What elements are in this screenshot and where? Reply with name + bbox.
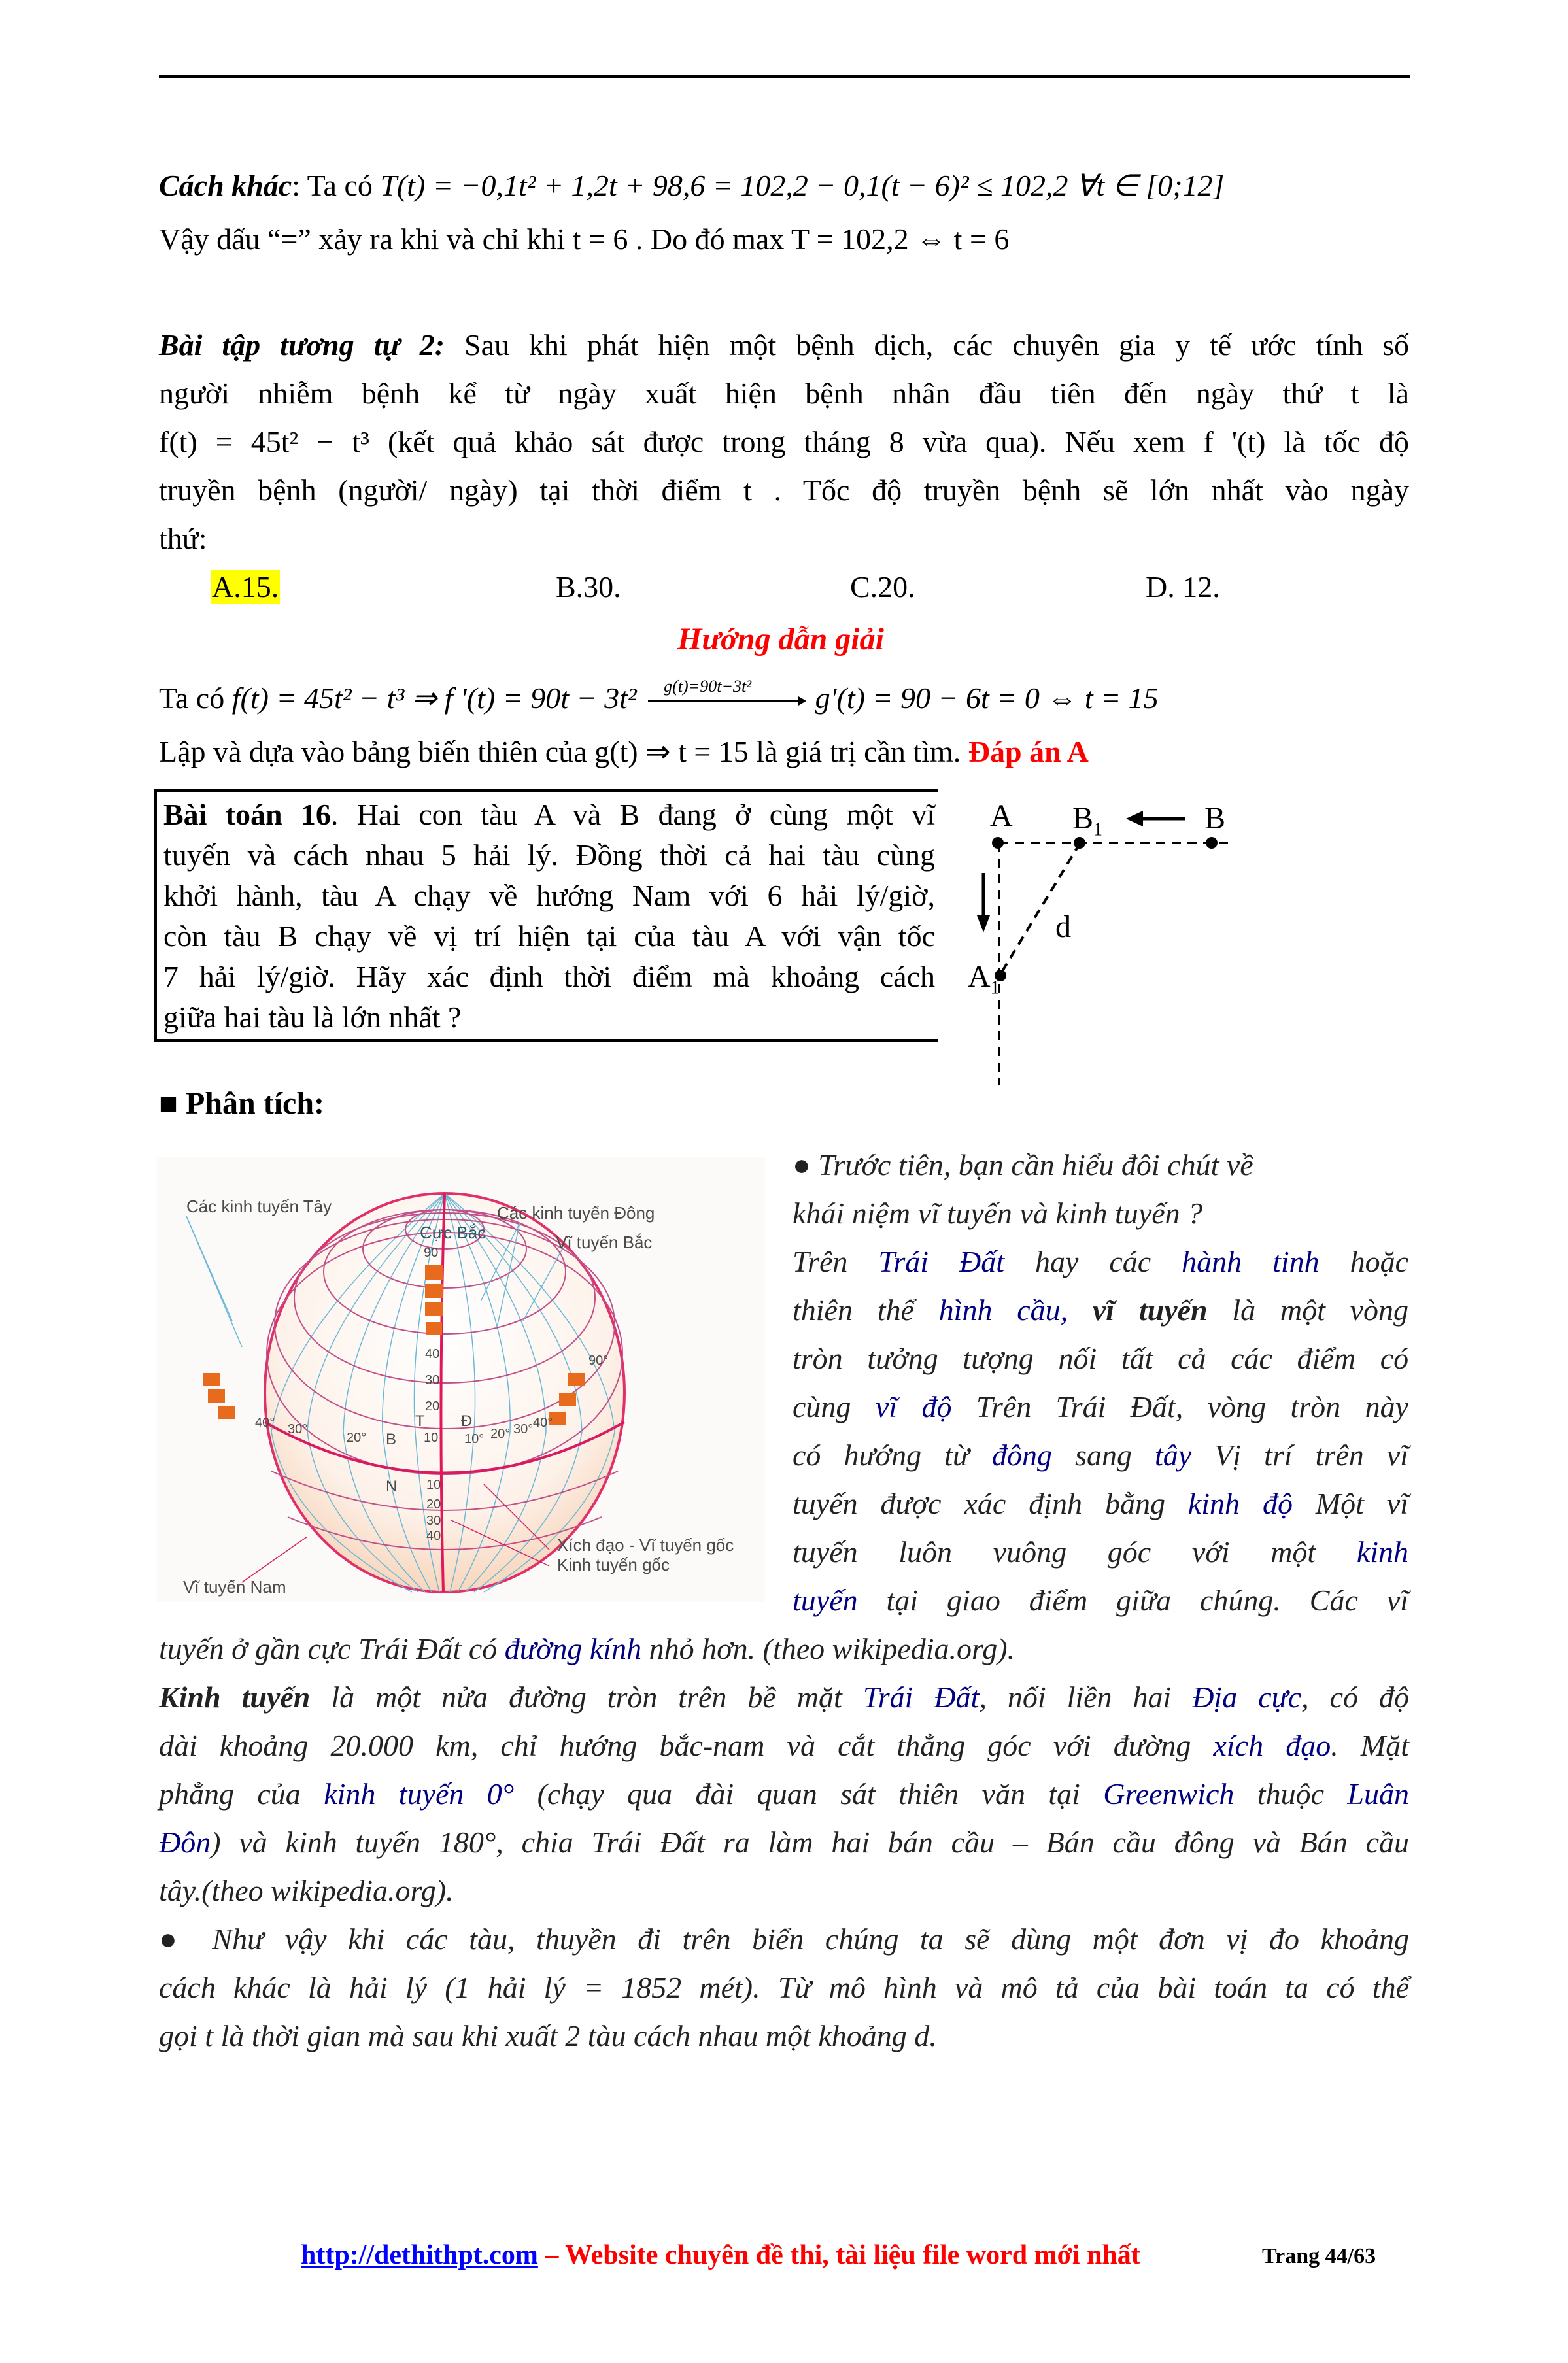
text-run: thuộc xyxy=(1234,1777,1348,1810)
arrow-down-icon xyxy=(977,873,990,932)
intro-line-1: ● Trước tiên, bạn cần hiểu đôi chút về xyxy=(793,1148,1253,1182)
text-line xyxy=(159,1964,1409,2012)
wiki-link[interactable]: kinh xyxy=(1187,1487,1240,1520)
text-line xyxy=(793,1383,1408,1431)
label-equator: Xích đạo - Vĩ tuyến gốc xyxy=(557,1535,734,1555)
lon-tick-west: 20° xyxy=(347,1431,367,1445)
text-run: giữa xyxy=(1116,1584,1171,1617)
text-run: Kinh tuyến xyxy=(159,1680,311,1714)
text-line xyxy=(159,1770,1409,1818)
text-line xyxy=(793,1480,1408,1528)
exercise2-line-3: f(t) = 45t² − t³ (kết quả khảo sát được trong tháng 8 vừa qua). Nếu xem f '(t) là tốc độ xyxy=(159,425,1409,458)
alt-method-conclusion: Vậy dấu “=” xảy ra khi và chỉ khi t = 6 . Do đó max T = 102,2 ⇔ t = 6 xyxy=(159,222,1010,256)
text-line xyxy=(159,1625,1409,1673)
text-line xyxy=(793,1334,1408,1383)
wiki-link[interactable]: tây xyxy=(1155,1438,1192,1472)
alt-method-formula: T(t) = −0,1t² + 1,2t + 98,6 = 102,2 − 0,1(t − 6)² ≤ 102,2 ∀t ∈ [0;12] xyxy=(380,169,1225,202)
text-run: phẳng của xyxy=(159,1777,324,1810)
option-c: C.20. xyxy=(850,570,915,604)
lat-tick: 20 xyxy=(426,1497,441,1512)
wiki-link[interactable]: hình xyxy=(938,1293,993,1327)
text-run: tuyến ở gần cực Trái Đất có xyxy=(159,1632,505,1665)
wiki-link[interactable]: xích đạo xyxy=(1213,1729,1331,1762)
problem16-line-5: 7 hải lý/giờ. Hãy xác định thời điểm mà khoảng cách xyxy=(163,960,935,993)
text-run: giao xyxy=(947,1584,1000,1617)
text-line xyxy=(159,1818,1409,1867)
lon-tick-west: 30° xyxy=(288,1422,308,1436)
text-run: trí xyxy=(1264,1438,1293,1472)
label-a: A xyxy=(990,798,1013,833)
text-run: ● Như vậy khi các tàu, thuyền đi trên biển chúng ta sẽ dùng một đơn vị đo khoảng xyxy=(159,1922,1409,1956)
analysis-heading: ■ Phân tích: xyxy=(159,1086,325,1121)
wiki-link[interactable]: Trái Đất xyxy=(862,1680,980,1714)
lon-tick-east: 90° xyxy=(588,1353,609,1368)
problem16-line-4: còn tàu B chạy về vị trí hiện tại của tàu A với vận tốc xyxy=(163,919,935,953)
text-run: tượng xyxy=(963,1342,1034,1375)
lat-tick: 40 xyxy=(426,1529,441,1543)
option-a xyxy=(211,569,280,605)
text-run: điểm xyxy=(1297,1342,1356,1375)
wiki-link[interactable]: Đất xyxy=(959,1245,1004,1278)
text-run: vĩ xyxy=(1386,1487,1409,1520)
intro-line-2: khái niệm vĩ tuyến và kinh tuyến ? xyxy=(793,1197,1203,1230)
text-run: hướng xyxy=(844,1438,922,1472)
text-run: vuông xyxy=(993,1535,1067,1569)
wiki-link[interactable]: hành xyxy=(1182,1245,1242,1278)
label-east-meridians: Các kinh tuyến Đông xyxy=(497,1203,655,1223)
problem16-line-6: giữa hai tàu là lớn nhất ? xyxy=(163,1000,462,1034)
text-run: tại xyxy=(886,1584,919,1617)
label-north-parallels: Vĩ tuyến Bắc xyxy=(556,1232,653,1252)
footer: http://dethithpt.com – Website chuyên đề thi, tài liệu file word mới nhất xyxy=(301,2240,1140,2270)
text-run: có xyxy=(1380,1342,1409,1375)
problem16-title: Bài toán 16 xyxy=(163,798,331,831)
exercise2-line-4: truyền bệnh (người/ ngày) tại thời điểm t . Tốc độ truyền bệnh sẽ lớn nhất vào ngày xyxy=(159,473,1409,507)
wiki-link[interactable]: tuyến xyxy=(793,1584,887,1617)
text-run: hoặc xyxy=(1350,1245,1409,1278)
lon-tick-east: 30° xyxy=(513,1422,534,1436)
text-run: nhỏ hơn. (theo wikipedia.org). xyxy=(641,1632,1015,1665)
wiki-link[interactable]: kinh xyxy=(1356,1535,1409,1569)
point-b xyxy=(1206,837,1218,849)
text-line xyxy=(159,1673,1409,1722)
arrow-label: g(t)=90t−3t² xyxy=(664,677,752,696)
text-run: tây.(theo wikipedia.org). xyxy=(159,1874,454,1907)
text-line xyxy=(159,1867,1409,1915)
label-b1: $B_1$ xyxy=(1072,801,1103,840)
text-run: tròn xyxy=(1290,1390,1341,1423)
text-line xyxy=(159,2012,1409,2060)
exercise2-line-1: Bài tập tương tự 2: Sau khi phát hiện một bệnh dịch, các chuyên gia y tế ước tính số xyxy=(159,328,1410,362)
option-a-highlight: A.15. xyxy=(212,570,279,604)
text-run: , nối liền hai xyxy=(979,1680,1193,1714)
label-west-meridians: Các kinh tuyến Tây xyxy=(186,1197,332,1216)
compass-t: T xyxy=(415,1412,425,1430)
intro-text xyxy=(793,1141,1408,1238)
text-run: vòng xyxy=(1207,1390,1267,1423)
problem16-line-1: Bài toán 16. Hai con tàu A và B đang ở cùng một vĩ xyxy=(163,798,935,831)
wiki-link[interactable]: độ xyxy=(1262,1487,1293,1520)
option-b: B.30. xyxy=(556,570,621,604)
compass-b: B xyxy=(386,1431,397,1448)
wiki-link[interactable]: Greenwich xyxy=(1103,1777,1235,1810)
text-run: này xyxy=(1365,1390,1409,1423)
page-number: Trang 44/63 xyxy=(1262,2244,1376,2268)
text-run: với xyxy=(1191,1535,1230,1569)
wiki-link[interactable]: Trái xyxy=(878,1245,929,1278)
globe-figure xyxy=(157,1157,765,1602)
text-run: các xyxy=(1109,1245,1151,1278)
text-run: luôn xyxy=(898,1535,953,1569)
text-run: tròn xyxy=(793,1342,843,1375)
label-prime-meridian: Kinh tuyến gốc xyxy=(557,1555,670,1574)
solution-heading: Hướng dẫn giải xyxy=(677,622,884,656)
text-line xyxy=(793,1431,1408,1480)
lat-tick: 30 xyxy=(426,1514,441,1528)
text-run: vòng xyxy=(1350,1293,1409,1327)
text-run: thể xyxy=(877,1293,939,1327)
header-rule xyxy=(159,75,1410,78)
footer-link[interactable]: http://dethithpt.com xyxy=(301,2240,538,2270)
solution-line-2: Lập và dựa vào bảng biến thiên của g(t) ⇒ t = 15 là giá trị cần tìm. Đáp án A xyxy=(159,735,1089,768)
text-run: xác xyxy=(964,1487,1006,1520)
text-run: tuyến xyxy=(793,1487,858,1520)
point-b1 xyxy=(1074,837,1085,849)
label-d: d xyxy=(1055,910,1071,944)
text-line xyxy=(793,1528,1408,1576)
text-run: hay xyxy=(1034,1245,1079,1278)
text-run: ) và kinh tuyến 180°, chia Trái Đất ra làm hai bán cầu – Bán cầu đông và Bán cầu xyxy=(211,1826,1409,1859)
lat-tick: 40 xyxy=(425,1347,440,1361)
text-run: Một xyxy=(1315,1487,1364,1520)
lon-tick-west: 40° xyxy=(255,1416,275,1430)
exercise2-line-2: người nhiễm bệnh kể từ ngày xuất hiện bệnh nhân đầu tiên đến ngày thứ t là xyxy=(159,377,1409,410)
text-run: sang xyxy=(1075,1438,1155,1472)
text-run: Các xyxy=(1309,1584,1358,1617)
text-run: vĩ xyxy=(1386,1584,1409,1617)
text-run: cách khác là hải lý (1 hải lý = 1852 mét). Từ mô hình và mô tả của bài toán ta có thể xyxy=(159,1971,1409,2004)
wiki-link[interactable]: kinh tuyến 0° xyxy=(324,1777,515,1810)
text-run: Trên xyxy=(793,1245,879,1278)
wiki-link[interactable]: Địa cực xyxy=(1192,1680,1302,1714)
text-run: từ xyxy=(944,1438,993,1472)
alt-method-line: Cách khác: Ta có T(t) = −0,1t² + 1,2t + 98,6 = 102,2 − 0,1(t − 6)² ≤ 102,2 ∀t ∈ [0;12] xyxy=(159,169,1225,202)
text-run: tuyến xyxy=(1138,1293,1208,1327)
wiki-link[interactable]: Luân xyxy=(1347,1777,1409,1810)
lat-tick: 10 xyxy=(426,1478,441,1492)
compass-n: N xyxy=(386,1478,398,1495)
text-run: thiên xyxy=(793,1293,853,1327)
text-run: tuyến xyxy=(793,1535,858,1569)
wiki-link[interactable]: Đôn xyxy=(159,1826,211,1859)
text-line xyxy=(159,1915,1409,1964)
compass-d: Đ xyxy=(461,1412,473,1430)
lat-tick: 20 xyxy=(425,1399,440,1414)
text-run: là xyxy=(1232,1293,1256,1327)
text-run: vĩ xyxy=(1386,1438,1408,1472)
text-run: trên xyxy=(1315,1438,1364,1472)
long-arrow-icon xyxy=(644,694,808,707)
text-run: chúng. xyxy=(1199,1584,1281,1617)
text-run: , có độ xyxy=(1301,1680,1409,1714)
text-run: (chạy qua đài quan sát thiên văn tại xyxy=(514,1777,1104,1810)
text-run: vĩ xyxy=(1092,1293,1115,1327)
text-line xyxy=(793,1286,1408,1334)
text-run: các xyxy=(1231,1342,1272,1375)
text-run: Đất, xyxy=(1130,1390,1184,1423)
lon-tick-east: 20° xyxy=(490,1427,511,1441)
alt-method-label: Cách khác xyxy=(159,169,292,202)
square-bullet-icon: ■ xyxy=(159,1086,178,1121)
text-run: dài khoảng 20.000 km, chỉ hướng bắc-nam và cắt thẳng góc với đường xyxy=(159,1729,1214,1762)
label-a1: $A_1$ xyxy=(968,959,1000,998)
problem16-line-3: khởi hành, tàu A chạy về hướng Nam với 6 hải lý/giờ, xyxy=(163,879,935,912)
text-run: cùng xyxy=(793,1390,876,1423)
text-run: điểm xyxy=(1029,1584,1088,1617)
exercise2-label: Bài tập tương tự 2: xyxy=(159,328,445,362)
label-south-parallels: Vĩ tuyến Nam xyxy=(183,1577,286,1597)
text-line xyxy=(159,1722,1409,1770)
text-run: định xyxy=(1029,1487,1083,1520)
exercise2-line-5: thứ: xyxy=(159,522,207,555)
text-run: một xyxy=(1270,1535,1357,1569)
implies-arrow xyxy=(644,677,808,714)
option-d: D. 12. xyxy=(1146,570,1220,604)
text-run: gọi t là thời gian mà sau khi xuất 2 tàu cách nhau một khoảng d. xyxy=(159,2019,937,2052)
arrow-left-icon xyxy=(1126,811,1185,826)
lat-tick: 10 xyxy=(424,1431,439,1445)
text-run: . Mặt xyxy=(1331,1729,1409,1762)
wiki-link[interactable]: cầu, xyxy=(1017,1293,1068,1327)
latitude-definition xyxy=(793,1238,1408,1625)
text-run: được xyxy=(880,1487,942,1520)
text-run: Trên xyxy=(976,1390,1032,1423)
wiki-link[interactable]: đông xyxy=(992,1438,1053,1472)
problem16-box xyxy=(154,789,938,1042)
text-run: có xyxy=(793,1438,821,1472)
text-run: cả xyxy=(1178,1342,1206,1375)
lon-tick-east: 40° xyxy=(533,1416,553,1430)
answer-label: Đáp án A xyxy=(968,735,1089,768)
label-b: B xyxy=(1204,801,1226,836)
text-run: tưởng xyxy=(867,1342,938,1375)
lon-tick-east: 10° xyxy=(464,1432,485,1446)
problem16-line-2: tuyến và cách nhau 5 hải lý. Đồng thời cả hai tàu cùng xyxy=(163,838,935,872)
point-a xyxy=(992,837,1004,849)
text-line xyxy=(793,1576,1408,1625)
wiki-link[interactable]: đường kính xyxy=(504,1632,642,1665)
text-run: Trái xyxy=(1055,1390,1106,1423)
footer-tagline: Website chuyên đề thi, tài liệu file word mới nhất xyxy=(565,2240,1140,2270)
text-line xyxy=(793,1238,1408,1286)
text-run: một xyxy=(1280,1293,1325,1327)
text-run: Vị xyxy=(1214,1438,1242,1472)
label-north-pole: Cực Bắc xyxy=(420,1223,486,1242)
text-run: bằng xyxy=(1104,1487,1188,1520)
lat-tick: 90 xyxy=(424,1246,439,1260)
text-run: nối xyxy=(1058,1342,1097,1375)
text-run: là một nửa đường tròn trên bề mặt xyxy=(310,1680,863,1714)
wiki-link[interactable]: tinh xyxy=(1272,1245,1320,1278)
text-run: tất xyxy=(1121,1342,1153,1375)
meridian-definition xyxy=(159,1625,1409,2060)
text-run: góc xyxy=(1107,1535,1151,1569)
solution-line-1: Ta có f(t) = 45t² − t³ ⇒ f '(t) = 90t − 3t² g(t)=90t−3t² g'(t) = 90 − 6t = 0 ⇔ t = 15 xyxy=(159,680,1159,717)
lat-tick: 30 xyxy=(425,1373,440,1387)
ship-diagram xyxy=(935,778,1393,1092)
wiki-link[interactable]: vĩ xyxy=(875,1390,898,1423)
wiki-link[interactable]: độ xyxy=(921,1390,952,1423)
